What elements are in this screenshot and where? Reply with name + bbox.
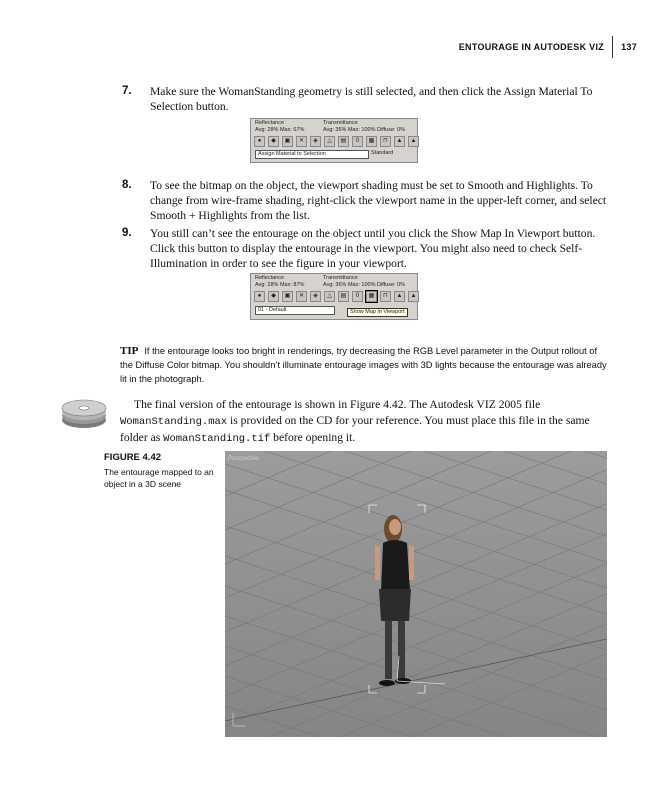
unique-icon[interactable]: △ <box>324 136 335 147</box>
assign-material-icon[interactable]: ▣ <box>282 291 293 302</box>
put-material-icon[interactable]: ◆ <box>268 291 279 302</box>
perspective-grid <box>225 451 607 737</box>
library-icon[interactable]: ▤ <box>338 291 349 302</box>
go-to-parent-icon[interactable]: ▲ <box>394 136 405 147</box>
show-end-result-icon[interactable]: ⊓ <box>380 291 391 302</box>
copy-material-icon[interactable]: ◈ <box>310 136 321 147</box>
get-material-icon[interactable]: ● <box>254 291 265 302</box>
toolbar-icons <box>254 291 419 302</box>
effects-channel-icon[interactable]: 0 <box>352 136 363 147</box>
figure-caption-text: The entourage mapped to an object in a 3D scene <box>104 467 214 489</box>
reset-icon[interactable]: ✕ <box>296 136 307 147</box>
step-7 <box>122 84 612 114</box>
reset-icon[interactable]: ✕ <box>296 291 307 302</box>
step-number: 8. <box>122 179 132 191</box>
reflectance-values: Avg: 28% Max: 87% <box>255 282 305 288</box>
cd-icon <box>60 394 110 432</box>
para-text-1: The final version of the entourage is shown in Figure 4.42. The Autodesk VIZ 2005 file <box>134 398 541 411</box>
figure-number: FIGURE 4.42 <box>104 452 162 463</box>
effects-channel-icon[interactable]: 0 <box>352 291 363 302</box>
tip-label: TIP <box>120 345 139 357</box>
reflectance-label: Reflectance <box>255 275 285 281</box>
reflectance-label: Reflectance <box>255 120 285 126</box>
unique-icon[interactable]: △ <box>324 291 335 302</box>
step-number: 7. <box>122 85 132 97</box>
running-header <box>459 36 637 58</box>
material-name-field[interactable]: 01 - Default <box>255 306 335 315</box>
figure-caption <box>104 452 224 490</box>
step-number: 9. <box>122 227 132 239</box>
step-8 <box>122 178 612 223</box>
viewport-image <box>225 451 607 737</box>
step-text: To see the bitmap on the object, the viewport shading must be set to Smooth and Highlights. To change from wire-frame shading, right-click the viewport name in the upper-left corner, and select Smooth + Highlights from the list. <box>150 179 607 222</box>
tip-text: If the entourage looks too bright in renderings, try decreasing the RGB Level parameter in the Output rollout of the Diffuse Color bitmap. You shouldn’t illuminate entourage images with 3D lights because the entourage was already lit in the photograph. <box>120 346 607 384</box>
transmittance-values: Avg: 36% Max: 100% Diffuse: 0% <box>323 127 406 133</box>
transmittance-label: Transmittance <box>323 120 358 126</box>
put-material-icon[interactable]: ◆ <box>268 136 279 147</box>
page-number: 137 <box>621 42 637 52</box>
assign-material-icon[interactable]: ▣ <box>282 136 293 147</box>
step-text: Make sure the WomanStanding geometry is still selected, and then click the Assign Material To Selection button. <box>150 85 593 113</box>
filename-max: WomanStanding.max <box>120 415 228 428</box>
filename-tif: WomanStanding.tif <box>163 433 271 445</box>
transmittance-values: Avg: 36% Max: 100% Diffuse: 0% <box>323 282 406 288</box>
reflectance-values: Avg: 28% Max: 67% <box>255 127 305 133</box>
show-map-icon[interactable]: ▦ <box>366 291 377 302</box>
material-toolbar-screenshot-2 <box>250 273 418 320</box>
para-text-2: is provided on the CD for your reference. You must place this file in the same folder as <box>120 413 590 444</box>
para-text-3: before opening it. <box>270 431 356 444</box>
running-title: ENTOURAGE IN AUTODESK VIZ <box>458 42 605 52</box>
toolbar-icons <box>254 136 419 147</box>
go-forward-icon[interactable]: ▲ <box>408 291 419 302</box>
go-to-parent-icon[interactable]: ▲ <box>394 291 405 302</box>
go-forward-icon[interactable]: ▲ <box>408 136 419 147</box>
body-paragraph <box>120 397 615 448</box>
header-divider <box>612 36 613 58</box>
material-toolbar-screenshot-1 <box>250 118 418 163</box>
transmittance-label: Transmittance <box>323 275 358 281</box>
copy-material-icon[interactable]: ◈ <box>310 291 321 302</box>
material-name-field[interactable]: Assign Material to Selection <box>255 150 369 159</box>
tip-block <box>120 344 610 386</box>
show-end-result-icon[interactable]: ⊓ <box>380 136 391 147</box>
material-type-button[interactable]: Standard <box>371 150 394 156</box>
show-map-tooltip: Show Map in Viewport <box>347 308 408 317</box>
show-map-icon[interactable]: ▦ <box>366 136 377 147</box>
library-icon[interactable]: ▤ <box>338 136 349 147</box>
step-9 <box>122 226 612 271</box>
viewport-label: Perspective <box>228 456 260 462</box>
get-material-icon[interactable]: ● <box>254 136 265 147</box>
step-text: You still can’t see the entourage on the object until you click the Show Map In Viewport button. Click this button to display the entourage in the viewport. You might also need to check Self-Illumination in order to see the figure in your viewport. <box>150 227 596 270</box>
